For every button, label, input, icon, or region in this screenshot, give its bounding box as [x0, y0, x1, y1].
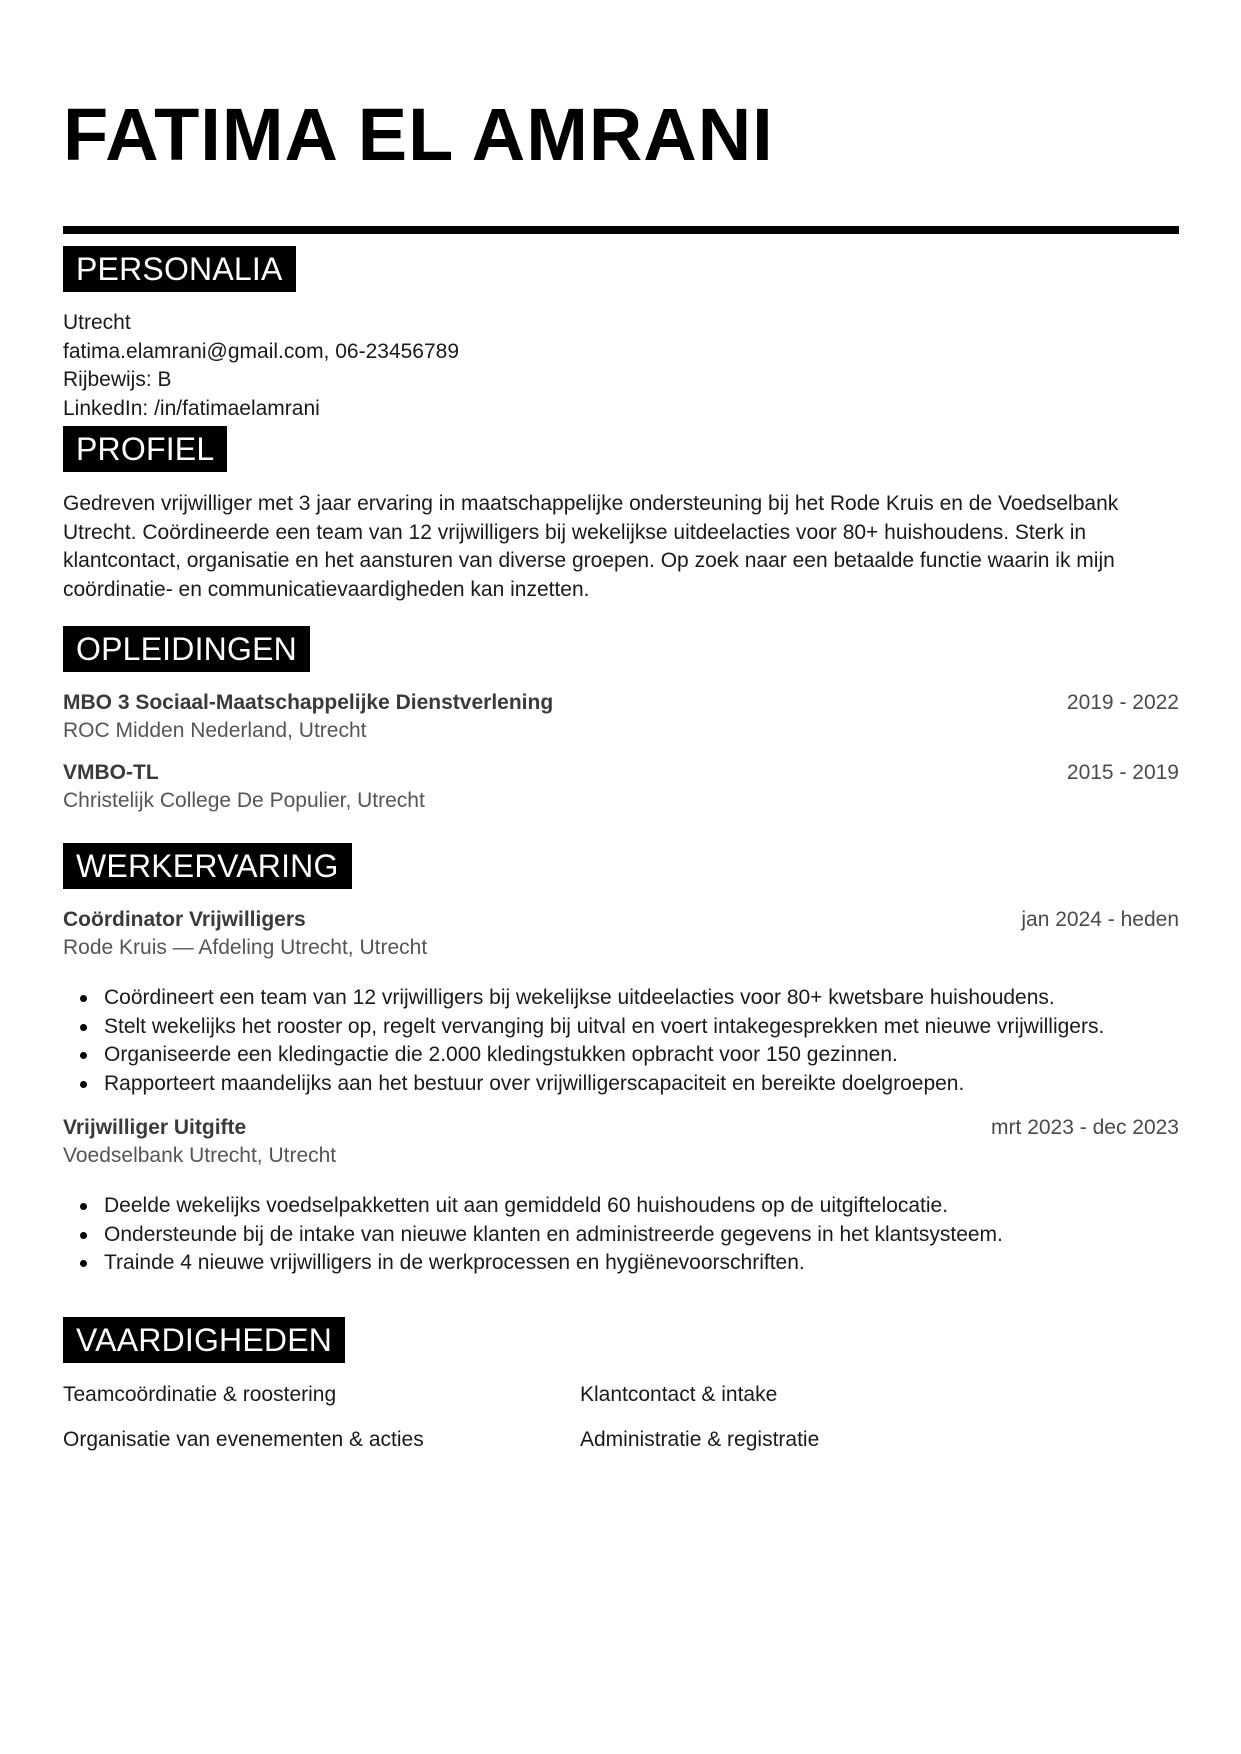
work-bullet: Trainde 4 nieuwe vrijwilligers in de werkprocessen en hygiënevoorschriften.	[104, 1249, 1144, 1278]
work-bullet: Organiseerde een kledingactie die 2.000 kledingstukken opbracht voor 150 gezinnen.	[104, 1041, 1144, 1070]
candidate-name: FATIMA EL AMRANI	[63, 93, 774, 176]
section-personalia	[63, 246, 1179, 423]
work-date: jan 2024 - heden	[1021, 908, 1179, 931]
work-bullets	[63, 984, 1179, 1098]
work-bullet: Ondersteunde bij de intake van nieuwe klanten en administreerde gegevens in het klantsysteem.	[104, 1221, 1144, 1250]
education-entry	[63, 689, 1179, 745]
education-date: 2019 - 2022	[1066, 691, 1179, 714]
section-title-werkervaring: WERKERVARING	[63, 843, 352, 889]
education-title: VMBO-TL	[63, 761, 159, 784]
personalia-city: Utrecht	[63, 311, 131, 334]
work-bullet: Stelt wekelijks het rooster op, regelt vervanging bij uitval en voert intakegesprekken met nieuwe vrijwilligers.	[104, 1013, 1144, 1042]
section-vaardigheden	[63, 1317, 1179, 1461]
skill-item: Klantcontact & intake	[580, 1383, 778, 1406]
work-title: Coördinator Vrijwilligers	[63, 908, 306, 931]
education-school: ROC Midden Nederland, Utrecht	[63, 719, 367, 742]
education-title: MBO 3 Sociaal-Maatschappelijke Dienstverlening	[63, 691, 554, 714]
skill-item: Teamcoördinatie & roostering	[63, 1383, 337, 1406]
work-employer: Voedselbank Utrecht, Utrecht	[63, 1144, 337, 1167]
education-school: Christelijk College De Populier, Utrecht	[63, 789, 425, 812]
section-opleidingen	[63, 626, 1179, 815]
personalia-lines	[63, 309, 1179, 423]
section-profiel	[63, 426, 1179, 604]
work-bullet: Rapporteert maandelijks aan het bestuur over vrijwilligerscapaciteit en bereikte doelgroepen.	[104, 1070, 1144, 1099]
education-date: 2015 - 2019	[1066, 761, 1179, 784]
work-employer: Rode Kruis — Afdeling Utrecht, Utrecht	[63, 936, 428, 959]
work-entry	[63, 906, 1179, 1098]
profile-text: Gedreven vrijwilliger met 3 jaar ervaring in maatschappelijke ondersteuning bij het Rode Kruis en de Voedselbank Utrecht. Coördineerde een team van 12 vrijwilligers bij wekelijkse uitdeelacties voor 80+ huishoudens. Sterk in klantcontact, organisatie en het aansturen van diverse groepen. Op zoek naar een betaalde functie waarin ik mijn coördinatie- en communicatievaardigheden kan inzetten.	[63, 492, 1119, 601]
work-bullet: Deelde wekelijks voedselpakketten uit aan gemiddeld 60 huishoudens op de uitgiftelocatie.	[104, 1192, 1144, 1221]
work-bullet: Coördineert een team van 12 vrijwilligers bij wekelijkse uitdeelacties voor 80+ kwetsbare huishoudens.	[104, 984, 1144, 1013]
header-divider	[63, 226, 1179, 234]
work-bullets	[63, 1192, 1179, 1278]
section-title-personalia: PERSONALIA	[63, 246, 296, 292]
section-title-vaardigheden: VAARDIGHEDEN	[63, 1317, 345, 1363]
skills-grid	[63, 1381, 1179, 1461]
section-title-opleidingen: OPLEIDINGEN	[63, 626, 310, 672]
personalia-license: Rijbewijs: B	[63, 368, 172, 391]
section-title-profiel: PROFIEL	[63, 426, 227, 472]
work-date: mrt 2023 - dec 2023	[991, 1116, 1179, 1139]
skill-item: Administratie & registratie	[580, 1428, 820, 1451]
work-entry	[63, 1114, 1179, 1278]
personalia-contact: fatima.elamrani@gmail.com, 06-23456789	[63, 339, 460, 363]
work-title: Vrijwilliger Uitgifte	[63, 1116, 247, 1139]
personalia-linkedin: LinkedIn: /in/fatimaelamrani	[63, 396, 320, 420]
skill-item: Organisatie van evenementen & acties	[63, 1428, 424, 1451]
section-werkervaring	[63, 843, 1179, 1278]
education-entry	[63, 759, 1179, 815]
